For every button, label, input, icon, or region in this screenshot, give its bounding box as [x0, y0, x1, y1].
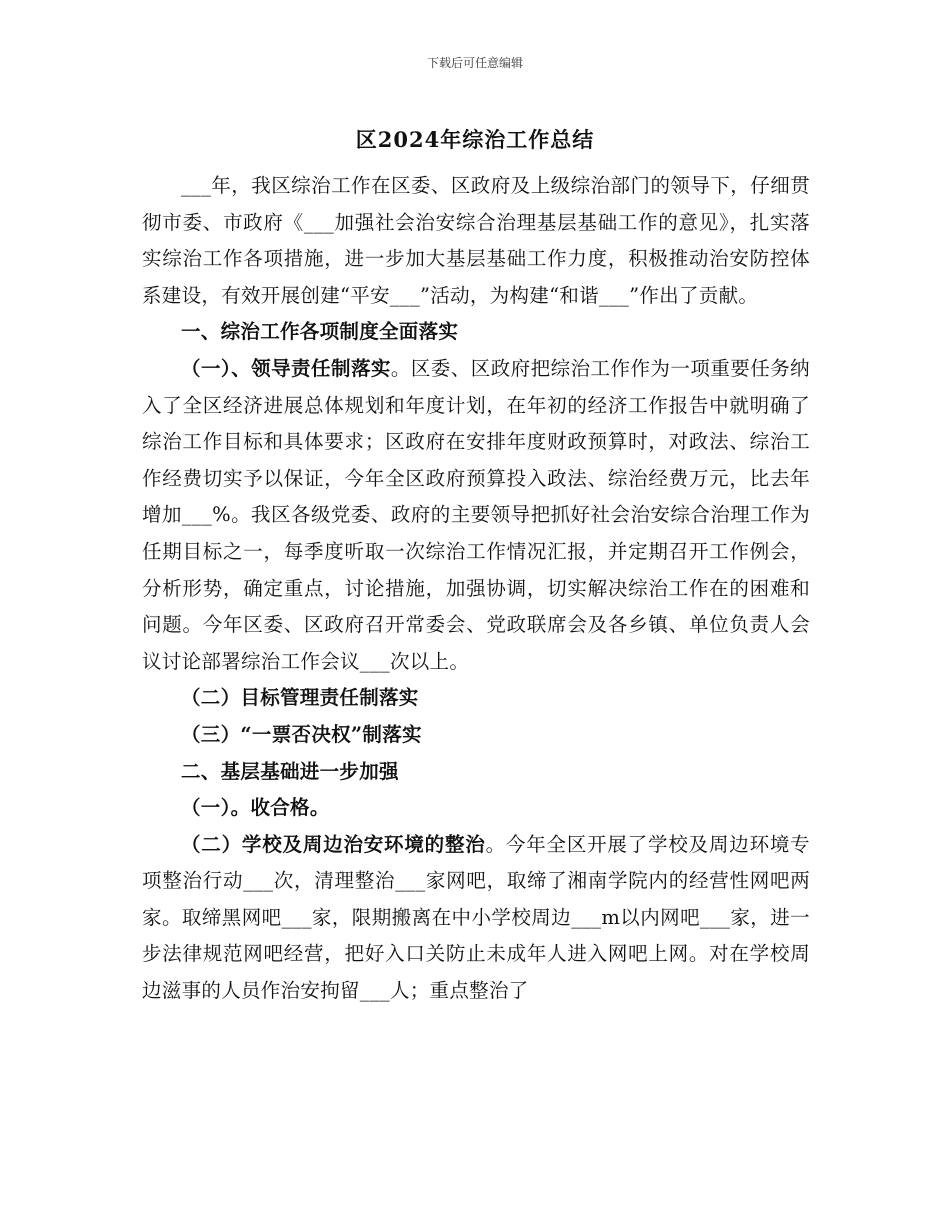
paragraph-text: ___年，我区综治工作在区委、区政府及上级综治部门的领导下，仔细贯彻市委、市政府《___加强社会治安综合治理基层基础工作的意见》，扎实落实综治工作各项措施，进一步加大基层基础工作力度，积极推动治安防控体系建设，有效开展创建“平安___”活动，为构建“和谐___”作出了贡献。 [142, 174, 810, 307]
paragraph-leadership [142, 351, 810, 680]
paragraph-lead: （二）学校及周边治安环境的整治 [181, 832, 486, 856]
section-heading-2: 二、基层基础进一步加强 [181, 759, 399, 783]
document-body [142, 168, 810, 1010]
paragraph-lead: （一）、领导责任制落实 [181, 356, 391, 380]
section-heading-1: 一、综治工作各项制度全面落实 [181, 320, 459, 344]
subsection-heading-target: （二）目标管理责任制落实 [181, 686, 419, 710]
document-title: 区2024年综治工作总结 [355, 127, 595, 152]
paragraph-school [142, 827, 810, 1010]
paragraph-text: 。区委、区政府把综治工作作为一项重要任务纳入了全区经济进展总体规划和年度计划，在年初的经济工作报告中就明确了综治工作目标和具体要求；区政府在安排年度财政预算时，对政法、综治工作经费切实予以保证，今年全区政府预算投入政法、综治经费万元，比去年增加___%。我区各级党委、政府的主要领导把抓好社会治安综合治理工作为任期目标之一，每季度听取一次综治工作情况汇报，并定期召开工作例会，分析形势，确定重点，讨论措施，加强协调，切实解决综治工作在的困难和问题。今年区委、区政府召开常委会、党政联席会及各乡镇、单位负责人会议讨论部署综治工作会议___次以上。 [142, 356, 810, 673]
paragraph-text: 。今年全区开展了学校及周边环境专项整治行动___次，清理整治___家网吧，取缔了湘南学院内的经营性网吧两家。取缔黑网吧___家，限期搬离在中小学校周边___m以内网吧___家，进一步法律规范网吧经营，把好入口关防止未成年人进入网吧上网。对在学校周边滋事的人员作治安拘留___人；重点整治了 [142, 832, 810, 1003]
subsection-heading-acceptance: （一）。收合格。 [181, 796, 330, 820]
intro-paragraph [142, 168, 810, 314]
subsection-heading-veto: （三）“一票否决权”制落实 [181, 722, 422, 746]
page-header-note: 下载后可任意编辑 [426, 56, 523, 70]
